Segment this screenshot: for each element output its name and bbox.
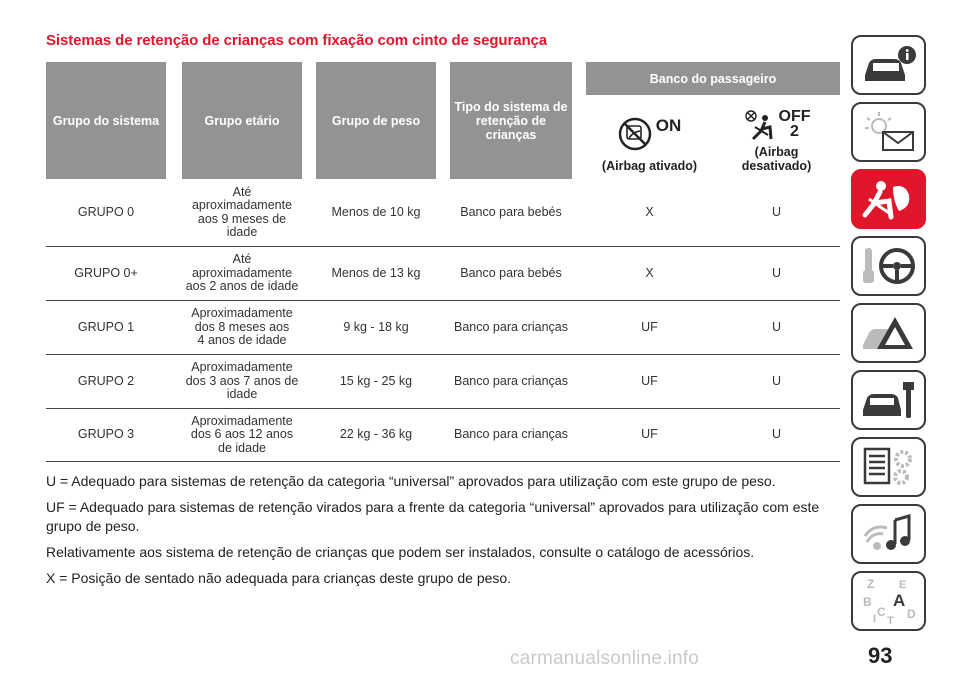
cell-group: GRUPO 0	[77, 204, 135, 219]
key-steering-wheel-icon	[859, 244, 919, 288]
cell-group: GRUPO 1	[77, 319, 135, 334]
header-age: Grupo etário	[182, 62, 302, 179]
cell-airbag-off: U	[771, 319, 782, 334]
svg-text:E: E	[898, 579, 906, 591]
header-weight: Grupo de peso	[316, 62, 436, 179]
alphabet-index-icon	[859, 576, 919, 626]
cell-type: Banco para crianças	[454, 373, 568, 388]
note-u: U = Adequado para sistemas de retenção da categoria “universal” aprovados para utilização com este grupo de peso.	[46, 473, 776, 489]
tab-maintenance[interactable]	[851, 370, 926, 430]
cell-weight: Menos de 10 kg	[331, 204, 421, 219]
tab-starting-driving[interactable]	[851, 236, 926, 296]
note-accessories: Relativamente aos sistema de retenção de crianças que podem ser instalados, consulte o catálogo de acessórios.	[46, 544, 755, 560]
cell-group: GRUPO 3	[77, 427, 135, 442]
note-x: X = Posição de sentado não adequada para crianças deste grupo de peso.	[46, 570, 512, 586]
table-row	[46, 301, 840, 355]
cell-weight: 22 kg - 36 kg	[339, 427, 413, 442]
airbag-off-label: (Airbag desativado)	[741, 145, 812, 173]
svg-text:I: I	[872, 613, 876, 625]
svg-text:A: A	[892, 591, 905, 610]
cell-airbag-off: U	[771, 427, 782, 442]
tab-index[interactable]	[851, 571, 926, 631]
header-passenger-seat	[586, 62, 840, 179]
cell-group: GRUPO 2	[77, 373, 135, 388]
table-row	[46, 247, 840, 301]
airbag-off-number: 2	[790, 123, 799, 140]
cell-airbag-off: U	[771, 265, 782, 280]
page-title: Sistemas de retenção de crianças com fixação com cinto de segurança	[46, 32, 548, 49]
cell-type: Banco para crianças	[454, 319, 568, 334]
breakdown-warning-icon	[859, 311, 919, 355]
tab-technical-data[interactable]	[851, 437, 926, 497]
cell-airbag-off: U	[771, 373, 782, 388]
cell-airbag-off: U	[771, 204, 782, 219]
svg-text:T: T	[886, 615, 894, 626]
tab-emergency[interactable]	[851, 303, 926, 363]
svg-text:C: C	[876, 605, 886, 619]
cell-airbag-on: X	[645, 265, 654, 280]
svg-text:D: D	[906, 607, 916, 621]
cell-weight: 15 kg - 25 kg	[339, 373, 413, 388]
table-row	[46, 355, 840, 409]
cell-type: Banco para bebés	[460, 204, 562, 219]
svg-text:Z: Z	[866, 577, 874, 591]
warning-light-envelope-icon	[859, 110, 919, 154]
cell-type: Banco para crianças	[454, 427, 568, 442]
airbag-on-mark: ON	[655, 116, 682, 135]
tab-warning-lights[interactable]	[851, 102, 926, 162]
cell-age: Aproximadamente dos 6 aos 12 anos de idade	[190, 413, 294, 455]
watermark: carmanualsonline.info	[510, 648, 700, 669]
cell-type: Banco para bebés	[460, 265, 562, 280]
note-uf: UF = Adequado para sistemas de retenção virados para a frente da categoria “universal” aprovados para utilização com este grupo de peso.	[46, 499, 820, 534]
cell-weight: Menos de 13 kg	[331, 265, 421, 280]
header-airbag-off	[713, 97, 840, 179]
cell-group: GRUPO 0+	[74, 265, 138, 280]
cell-airbag-on: UF	[641, 427, 658, 442]
cell-airbag-on: UF	[641, 373, 658, 388]
header-passenger-title: Banco do passageiro	[586, 62, 840, 97]
airbag-seatbelt-icon	[859, 177, 919, 221]
media-music-icon	[859, 512, 919, 556]
cell-weight: 9 kg - 18 kg	[343, 319, 409, 334]
page-number: 93	[868, 643, 893, 668]
header-group: Grupo do sistema	[46, 62, 166, 179]
cell-age: Aproximadamente dos 8 meses aos 4 anos de idade	[191, 306, 293, 348]
cell-airbag-on: X	[645, 204, 654, 219]
table-notes	[46, 472, 836, 595]
car-maintenance-icon	[859, 378, 919, 422]
header-type: Tipo do sistema de retenção de crianças	[450, 62, 572, 179]
tab-car-info[interactable]	[851, 35, 926, 95]
airbag-on-icon	[618, 117, 652, 151]
svg-text:B: B	[862, 595, 872, 609]
airbag-off-mark: OFF	[778, 108, 811, 125]
airbag-off-icon	[743, 109, 777, 141]
tab-multimedia[interactable]	[851, 504, 926, 564]
specs-gears-icon	[859, 445, 919, 489]
cell-age: Até aproximadamente aos 2 anos de idade	[185, 252, 299, 294]
table-row	[46, 409, 840, 462]
header-airbag-on	[586, 97, 713, 179]
cell-age: Até aproximadamente aos 9 meses de idade	[191, 184, 293, 239]
table-row	[46, 179, 840, 247]
airbag-on-label: (Airbag ativado)	[601, 159, 698, 173]
cell-age: Aproximadamente dos 3 aos 7 anos de idade	[185, 360, 299, 402]
tab-safety[interactable]	[851, 169, 926, 229]
car-info-icon	[859, 43, 919, 87]
cell-airbag-on: UF	[641, 319, 658, 334]
